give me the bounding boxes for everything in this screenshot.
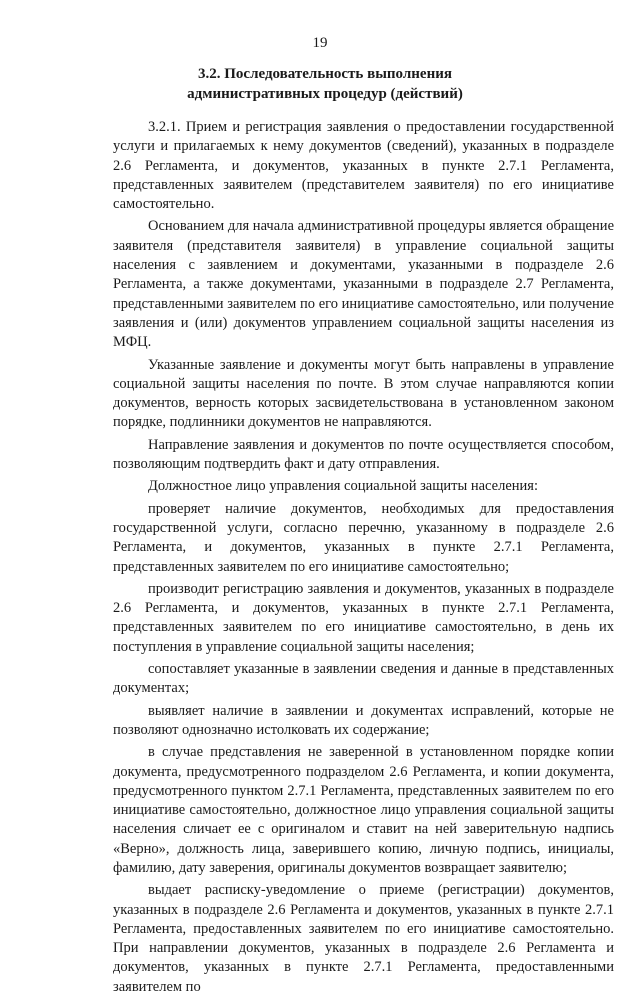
paragraph: проверяет наличие документов, необходимых для предоставления государственной услуги, согласно перечню, указанному в подразделе 2.6 Регламента, и документов, указанных в пункте 2.7.1 Регламента, представленных заявителем по его инициативе самостоятельно;: [113, 500, 614, 575]
section-heading-line-1: 3.2. Последовательность выполнения: [198, 66, 452, 82]
document-body: [113, 118, 614, 997]
section-heading: [160, 64, 490, 104]
page-number: 19: [312, 35, 328, 51]
paragraph: Основанием для начала административной процедуры является обращение заявителя (представителя заявителя) в управление социальной защиты населения с заявлением и документами, указанными в подразделе 2.6 Регламента, а также документами, указанными в подразделе 2.7 Регламента, представленными заявителем по его инициативе самостоятельно, или получение заявления и (или) документов управлением социальной защиты населения из МФЦ.: [113, 218, 614, 351]
paragraph: Должностное лицо управления социальной защиты населения:: [148, 478, 538, 495]
section-heading-line-2: административных процедур (действий): [187, 86, 463, 102]
paragraph: сопоставляет указанные в заявлении сведения и данные в представленных документах;: [113, 661, 614, 697]
paragraph: в случае представления не заверенной в установленном порядке копии документа, предусмотренного подразделом 2.6 Регламента, и копии документа, предусмотренного пунктом 2.7.1 Регламента, представленных заявителем по его инициативе самостоятельно, должностное лицо управления социальной защиты населения сличает ее с оригиналом и ставит на ней заверительную надпись «Верно», должность лица, заверившего копию, личную подпись, инициалы, фамилию, дату заверения, оригиналы документов возвращает заявителю;: [113, 744, 614, 876]
paragraph: выдает расписку-уведомление о приеме (регистрации) документов, указанных в подразделе 2.6 Регламента и документов, указанных в пункте 2.7.1 Регламента, предоставленных заявителем по его инициативе самостоятельно. При направлении документов, указанных в подразделе 2.6 Регламента и документов, указанных в пункте 2.7.1 Регламента, предоставленными заявителем по: [113, 882, 614, 995]
paragraph: 3.2.1. Прием и регистрация заявления о предоставлении государственной услуги и прилагаемых к нему документов (сведений), указанных в подразделе 2.6 Регламента, и документов, указанных в пункте 2.7.1 Регламента, представленных заявителем (представителем заявителя) по его инициативе самостоятельно.: [113, 119, 614, 213]
paragraph: производит регистрацию заявления и документов, указанных в подразделе 2.6 Регламента, и документов, указанных в пункте 2.7.1 Регламента, представленных заявителем по его инициативе самостоятельно, в день их поступления в управление социальной защиты населения;: [113, 580, 614, 655]
paragraph: Направление заявления и документов по почте осуществляется способом, позволяющим подтвердить факт и дату отправления.: [113, 436, 614, 473]
paragraph: выявляет наличие в заявлении и документах исправлений, которые не позволяют однозначно истолковать их содержание;: [113, 702, 614, 738]
paragraph: Указанные заявление и документы могут быть направлены в управление социальной защиты населения по почте. В этом случае направляются копии документов, верность которых засвидетельствована в установленном законом порядке, подлинники документов не направляются.: [113, 356, 614, 431]
